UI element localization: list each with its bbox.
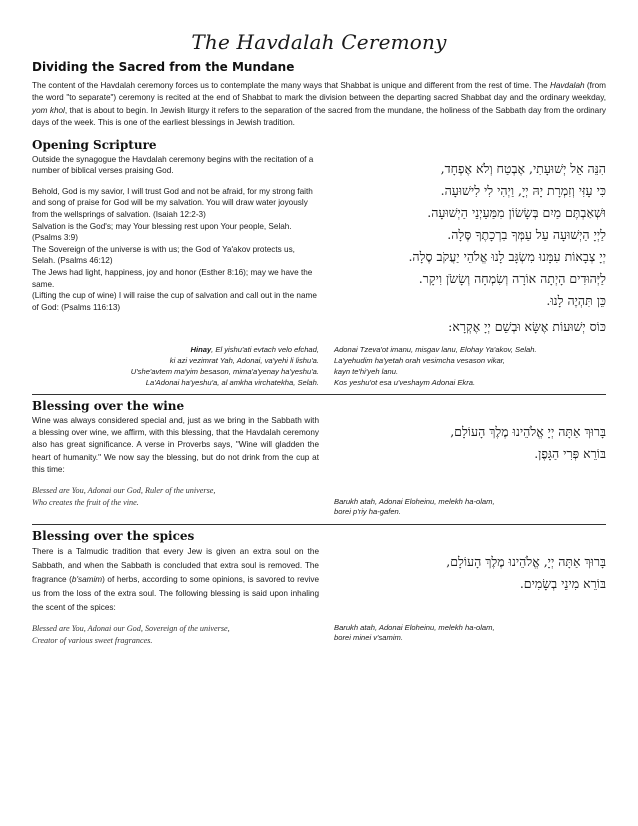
hebrew-line: לַיְיָ הַיְשׁוּעָה עַל עַמְּךָ בִרְכָתֶךָ סֶּלָה. [447, 226, 606, 242]
translit-bold: Hinay [190, 344, 212, 354]
intro-yom-khol: yom khol [32, 105, 65, 115]
spices-left [32, 545, 319, 615]
english-line: Blessed are You, Adonai our God, Sovereign of the universe, [32, 623, 230, 633]
translit-line [32, 344, 319, 355]
translit-line: Barukh atah, Adonai Eloheinu, melekh ha-olam, [334, 496, 495, 506]
intro-paragraph [32, 80, 606, 130]
intro-havdalah-word: Havdalah [549, 81, 585, 90]
spices-besamim: b'samim [71, 574, 103, 584]
wine-left [32, 415, 319, 477]
translit-text: , El yishu'ati evtach velo efchad, [211, 344, 319, 354]
opening-translit-right [334, 344, 606, 388]
opening-line: Salvation is the God's; may Your blessing rest upon Your people, Selah. (Psalms 3:9) [32, 221, 292, 243]
hebrew-line: הִנֵּה אֵל יְשׁוּעָתִי, אֶבְטַח וְלֹא אֶפְחָד, [440, 160, 606, 176]
english-line: Creator of various sweet fragrances. [32, 635, 153, 645]
spices-english [32, 623, 319, 647]
wine-footer-row [32, 485, 606, 518]
translit-line: Adonai Tzeva'ot imanu, misgav lanu, Elohay Ya'akov, Selah. [334, 344, 537, 354]
hebrew-line: כִּי עָזִּי וְזִמְרָת יָהּ יְיָ, וַיְהִי לִי לִישׁוּעָה. [440, 182, 606, 198]
opening-spacer [32, 177, 319, 186]
translit-line: borei p'riy ha-gafen. [334, 507, 401, 517]
hebrew-line: לַיְּהוּדִים הָיְתָה אוֹרָה וְשִׂמְחָה וְשָׂשֹׂן וִיקָר. [418, 270, 606, 286]
wine-heading: Blessing over the wine [32, 398, 185, 413]
spices-hebrew [334, 545, 606, 615]
hebrew-line: בּוֹרֵא פְּרִי הַגָּפֶן. [534, 445, 606, 461]
intro-text-1: The content of the Havdalah ceremony forces us to contemplate the many ways that Shabbat is unique and different from the rest of time. The [32, 81, 550, 90]
spices-row [32, 545, 606, 615]
wine-row [32, 415, 606, 477]
translit-line: La'Adonai ha'yeshu'a, al amkha virchatekha, Selah. [145, 377, 319, 387]
spices-text [32, 545, 319, 615]
translit-line: U'she'avtem ma'yim besason, mima'a'yenay ha'yeshu'a. [130, 366, 319, 376]
hebrew-line: כֵּן תִּהְיֶה לָנוּ. [546, 292, 606, 308]
opening-line: Outside the synagogue the Havdalah ceremony begins with the recitation of a number of biblical verses praising God. [32, 154, 314, 176]
wine-translit [334, 485, 606, 518]
wine-hebrew [334, 415, 606, 477]
intro-heading: Dividing the Sacred from the Mundane [32, 60, 295, 74]
page-title: The Havdalah Ceremony [191, 30, 447, 54]
translit-line: Barukh atah, Adonai Eloheinu, melekh ha-olam, [334, 622, 495, 632]
divider [32, 394, 606, 395]
opening-line: Behold, God is my savior, I will trust God and not be afraid, for my strong faith and song of praise for God will be my salvation. You will draw water joyously from the wellsprings of salvation. (Isaiah 12:2-3) [32, 186, 313, 219]
translit-line: La'yehudim ha'yetah orah vesimcha vesason vikar, [334, 355, 505, 365]
spices-text-b: ) of herbs, according to some opinions, is savored to revive us from the loss of the extra soul. The following blessing is said upon inhaling the scent of the spices: [32, 574, 319, 612]
hebrew-line: בָּרוּךְ אַתָּה יְיָ אֱלֹהֵינוּ מֶלֶךְ הָעוֹלָם, [450, 423, 606, 439]
hebrew-line: יְיָ צְבָאוֹת עִמָּנוּ מִשְׂגָּב לָנוּ אֱלֹהֵי יַעֲקֹב סֶלָה. [408, 248, 606, 264]
opening-line: The Jews had light, happiness, joy and honor (Esther 8:16); may we have the same. [32, 267, 313, 289]
translit-line: borei minei v'samim. [334, 633, 403, 643]
opening-translit-row [32, 344, 606, 388]
hebrew-line: בָּרוּךְ אַתָּה יְיָ, אֱלֹהֵינוּ מֶלֶךְ הָעוֹלָם, [446, 553, 606, 569]
opening-row [32, 154, 606, 338]
hebrew-line: וּשְׁאַבְתֶּם מַיִם בְּשָׂשׂוֹן מִמַּעַיְנֵי הַיְשׁוּעָה. [427, 204, 606, 220]
translit-line: Kos yeshu'ot esa u'veshaym Adonai Ekra. [334, 377, 476, 387]
spices-footer-row [32, 623, 606, 647]
opening-translit-left [32, 344, 319, 388]
translit-line: ki azi vezimrat Yah, Adonai, va'yehi li lishu'a. [169, 355, 319, 365]
opening-line: The Sovereign of the universe is with us; the God of Ya'akov protects us, Selah. (Psalms 46:12) [32, 244, 295, 266]
opening-line: (Lifting the cup of wine) I will raise the cup of salvation and call out in the name of God: (Psalms 116:13) [32, 291, 317, 312]
wine-text: Wine was always considered special and, just as we bring in the Sabbath with a blessing over wine, we affirm, with this blessing, that the Havdalah ceremony also has great significance. A verse in Proverbs says, "Wine will gladden the heart of humanity." We now say the blessing, but do not drink from the cup at this time: [32, 415, 319, 475]
hebrew-line: בּוֹרֵא מִינֵי בְשָׂמִים. [519, 575, 606, 591]
english-line: Blessed are You, Adonai our God, Ruler of the universe, [32, 485, 216, 495]
english-line: Who creates the fruit of the vine. [32, 497, 139, 507]
spices-text-a: There is a Talmudic tradition that every Jew is given an extra soul on the Sabbath, and when the Sabbath is concluded that extra soul is removed. The fragrance ( [32, 546, 319, 584]
opening-english [32, 154, 319, 338]
divider [32, 524, 606, 525]
wine-english [32, 485, 319, 518]
spices-translit [334, 623, 606, 647]
opening-heading: Opening Scripture [32, 137, 157, 152]
intro-text-3: , that is about to begin. In Jewish liturgy it refers to the separation of the sacred from the mundane, the holiness of the Sabbath day from the ordinary days of the week. This is one of the earliest blessings in Jewish tradition. [32, 105, 607, 128]
hebrew-line: כּוֹס יְשׁוּעוֹת אֶשָּׂא וּבְשֵׁם יְיָ אֶקְרָא: [448, 318, 606, 334]
opening-hebrew [334, 154, 606, 338]
translit-line: kayn te'hi'yeh lanu. [334, 366, 399, 376]
page [32, 30, 606, 647]
spices-heading: Blessing over the spices [32, 528, 195, 543]
intro-text-2: (from the word "to separate") ceremony is recited at the end of Shabbat to mark the division between the departing sacred Shabbat day and the ordinary weekday, [32, 81, 606, 103]
